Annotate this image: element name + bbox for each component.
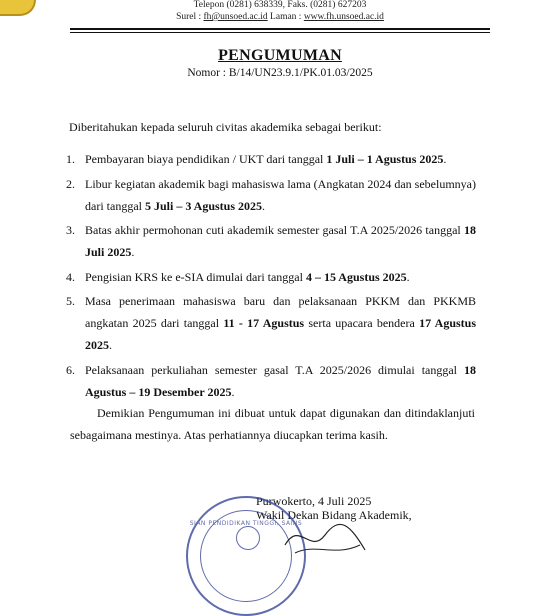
item-text-part: . <box>109 338 112 352</box>
item-number: 4. <box>66 269 75 284</box>
item-date-emphasis: 17 Agustus 2025 <box>85 316 477 352</box>
letterhead-rule-thick <box>70 28 490 30</box>
item-text-part: Pembayaran biaya pendidikan / UKT dari tanggal <box>85 152 327 166</box>
item-text <box>85 219 476 263</box>
item-text-part: Libur kegiatan akademik bagi mahasiswa lama (Angkatan 2024 dan sebelumnya) dari tanggal <box>85 176 476 213</box>
item-text-part: . <box>231 384 235 399</box>
signatory-role: Wakil Dekan Bidang Akademik, <box>256 508 412 522</box>
item-number: 1. <box>66 152 75 166</box>
intro-text: Diberitahukan kepada seluruh civitas akademika sebagai berikut: <box>69 120 382 134</box>
announcement-item <box>66 148 476 170</box>
item-number: 6. <box>66 362 75 377</box>
letterhead-rule-thin <box>70 32 490 33</box>
item-date-emphasis: 4 – 15 Agustus 2025 <box>305 269 407 284</box>
item-number: 3. <box>66 223 75 237</box>
document-title: PENGUMUMAN <box>218 47 342 64</box>
laman-label: Laman : <box>270 12 302 22</box>
place-date: Purwokerto, 4 Juli 2025 <box>256 494 372 508</box>
closing-paragraph: Demikian Pengumuman ini dibuat untuk dapat digunakan dan ditindaklanjuti sebagaimana mestinya. Atas perhatiannya diucapkan terima kasih. <box>70 406 475 442</box>
item-date-emphasis: 18 Agustus – 19 Desember 2025 <box>85 362 476 399</box>
item-date-emphasis: 5 Juli – 3 Agustus 2025 <box>144 198 263 213</box>
item-text <box>85 266 476 288</box>
item-text <box>85 290 476 356</box>
item-text <box>85 359 476 403</box>
item-text-part: . <box>131 245 135 259</box>
item-date-emphasis: 11 - 17 Agustus <box>223 316 305 330</box>
announcement-item <box>66 219 476 263</box>
letterhead-contact-web <box>0 12 560 22</box>
letterhead-contact-phone <box>0 0 560 10</box>
announcement-item <box>66 359 476 403</box>
stamp-emblem-icon <box>236 526 260 550</box>
item-text-part: Pengisian KRS ke e-SIA dimulai dari tanggal <box>85 269 306 284</box>
item-date-emphasis: 18 Juli 2025 <box>85 223 476 259</box>
item-text-part: Masa penerimaan mahasiswa baru dan pelaksanaan PKKM dan PKKMB angkatan 2025 dari tanggal <box>85 294 476 330</box>
announcement-item <box>66 173 476 217</box>
email-link[interactable]: fh@unsoed.ac.id <box>203 12 268 22</box>
handwritten-signature <box>280 515 370 560</box>
announcement-item <box>66 290 476 356</box>
item-text-part: Batas akhir permohonan cuti akademik semester gasal T.A 2025/2026 tanggal <box>85 223 464 237</box>
item-text-part: . <box>262 198 266 213</box>
item-text <box>85 173 476 217</box>
phone-fax-text: Telepon (0281) 638339, Faks. (0281) 627203 <box>193 0 367 10</box>
item-number: 2. <box>66 176 75 191</box>
item-text-part: serta upacara bendera <box>304 316 420 330</box>
stamp-partial-text: SIAN PENDIDIKAN TINGGI, SAINS <box>189 520 303 527</box>
document-number: Nomor : B/14/UN23.9.1/PK.01.03/2025 <box>187 67 373 79</box>
item-date-emphasis: 1 Juli – 1 Agustus 2025 <box>326 152 444 166</box>
item-text <box>85 148 476 170</box>
item-text-part: Pelaksanaan perkuliahan semester gasal T.A 2025/2026 dimulai tanggal <box>85 362 464 377</box>
announcement-list <box>66 148 476 405</box>
website-link[interactable]: www.fh.unsoed.ac.id <box>303 12 384 22</box>
item-number: 5. <box>66 294 75 308</box>
item-text-part: . <box>406 269 410 284</box>
announcement-item <box>66 266 476 288</box>
item-text-part: . <box>443 152 447 166</box>
surel-label: Surel : <box>176 12 202 22</box>
